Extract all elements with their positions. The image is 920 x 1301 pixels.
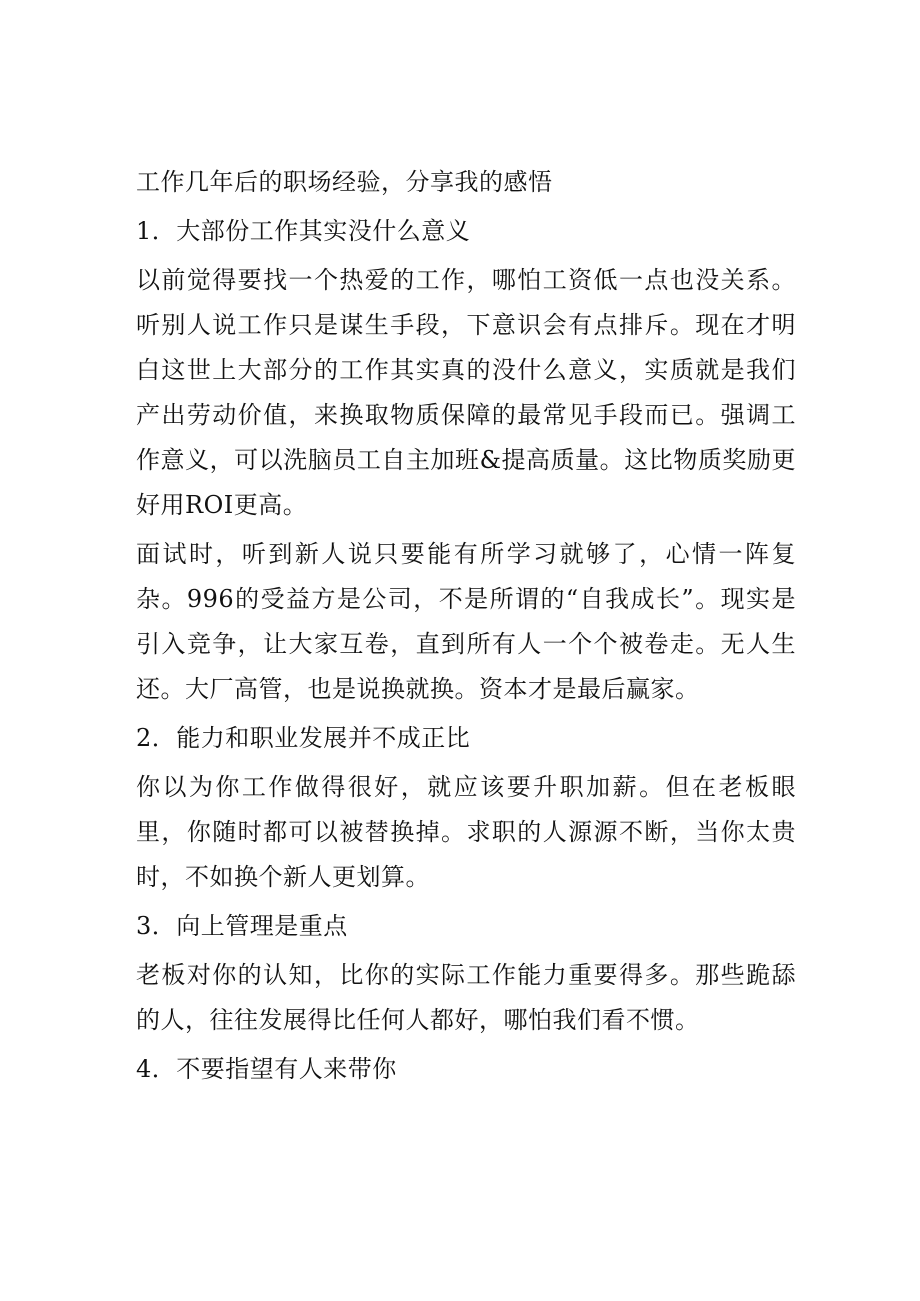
section-2-paragraph-1: 你以为你工作做得很好，就应该要升职加薪。但在老板眼里，你随时都可以被替换掉。求职的人源源不断，当你太贵时，不如换个新人更划算。 [136,773,796,891]
document-body [136,160,796,1096]
section-heading-1: 1．大部份工作其实没什么意义 [136,217,471,245]
section-1-paragraph-2: 面试时，听到新人说只要能有所学习就够了，心情一阵复杂。996的受益方是公司，不是所谓的“自我成长”。现实是引入竞争，让大家互卷，直到所有人一个个被卷走。无人生还。大厂高管，也是说换就换。资本才是最后赢家。 [136,540,796,703]
section-1-paragraph-1: 以前觉得要找一个热爱的工作，哪怕工资低一点也没关系。听别人说工作只是谋生手段，下意识会有点排斥。现在才明白这世上大部分的工作其实真的没什么意义，实质就是我们产出劳动价值，来换取物质保障的最常见手段而已。强调工作意义，可以洗脑员工自主加班&提高质量。这比物质奖励更好用ROI更高。 [136,266,796,519]
section-3-paragraph-1: 老板对你的认知，比你的实际工作能力重要得多。那些跪舔的人，往往发展得比任何人都好，哪怕我们看不惯。 [136,961,796,1034]
section-heading-4: 4．不要指望有人来带你 [136,1055,397,1083]
document-title: 工作几年后的职场经验，分享我的感悟 [136,168,553,196]
section-heading-3: 3．向上管理是重点 [136,912,348,940]
section-heading-2: 2．能力和职业发展并不成正比 [136,724,471,752]
